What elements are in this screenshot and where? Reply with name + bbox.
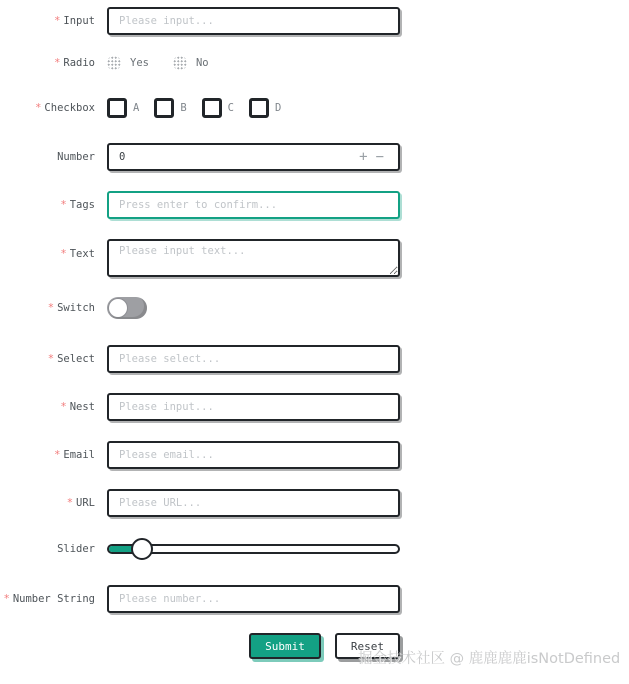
url-field[interactable] (107, 489, 400, 517)
required-asterisk: * (54, 449, 61, 461)
field-label-slider: Slider (57, 543, 95, 555)
input-field[interactable] (107, 7, 400, 35)
field-label-tags: * Tags (60, 199, 95, 211)
required-asterisk: * (60, 248, 67, 260)
checkbox-option-b[interactable] (154, 98, 186, 118)
number-input (107, 143, 400, 171)
radio-option-yes[interactable] (107, 56, 149, 70)
number-value-field[interactable] (119, 151, 355, 163)
required-asterisk: * (60, 199, 67, 211)
required-asterisk: * (3, 593, 10, 605)
radio-unchecked-icon (173, 56, 187, 70)
field-label-switch: * Switch (47, 302, 95, 314)
form-row-select (0, 345, 410, 373)
field-label-radio: * Radio (54, 57, 95, 69)
checkbox-unchecked-icon (249, 98, 269, 118)
form-row-number-string (0, 585, 410, 613)
form-row-tags (0, 191, 410, 219)
increase-icon[interactable]: + (359, 149, 368, 165)
decrease-icon[interactable]: − (375, 149, 384, 165)
nest-input[interactable] (107, 393, 400, 421)
checkbox-option-c[interactable] (202, 98, 234, 118)
checkbox-option-a[interactable] (107, 98, 139, 118)
checkbox-unchecked-icon (202, 98, 222, 118)
checkbox-option-label: D (274, 102, 282, 114)
form-row-url (0, 489, 410, 517)
required-asterisk: * (66, 497, 74, 509)
radio-unchecked-icon (107, 56, 121, 70)
field-label-email: * Email (54, 449, 95, 461)
form-row-number (0, 143, 410, 171)
radio-group (107, 56, 233, 70)
form-row-nest (0, 393, 410, 421)
form-row-slider (0, 537, 410, 561)
slider-control[interactable] (107, 537, 400, 561)
reset-button[interactable]: Reset (335, 633, 400, 659)
field-label-number-string: * Number String (3, 593, 95, 605)
tags-input[interactable] (107, 191, 400, 219)
form (0, 7, 410, 659)
required-asterisk: * (54, 15, 61, 27)
required-asterisk: * (47, 302, 55, 314)
slider-handle[interactable] (131, 538, 153, 560)
required-asterisk: * (35, 102, 42, 114)
checkbox-unchecked-icon (154, 98, 174, 118)
field-label-number: Number (57, 151, 95, 163)
switch-knob (109, 299, 127, 317)
checkbox-option-label: A (133, 102, 140, 114)
switch-toggle[interactable] (107, 297, 147, 319)
form-row-radio (0, 55, 410, 71)
submit-button[interactable]: Submit (249, 633, 321, 659)
radio-option-label: Yes (130, 57, 149, 69)
select-field[interactable] (107, 345, 400, 373)
form-row-email (0, 441, 410, 469)
radio-option-no[interactable] (173, 56, 209, 70)
checkbox-group (107, 98, 296, 118)
field-label-select: * Select (47, 353, 95, 365)
email-field[interactable] (107, 441, 400, 469)
field-label-url: * URL (66, 497, 95, 509)
form-row-switch (0, 297, 410, 319)
checkbox-option-label: B (180, 102, 187, 114)
form-row-text (0, 239, 410, 277)
field-label-checkbox: * Checkbox (35, 102, 95, 114)
field-label-text: * Text (60, 248, 95, 260)
number-string-field[interactable] (107, 585, 400, 613)
field-label-input: * Input (54, 15, 95, 27)
checkbox-option-d[interactable] (249, 98, 281, 118)
form-actions (0, 633, 400, 659)
checkbox-unchecked-icon (107, 98, 127, 118)
field-label-nest: * Nest (60, 401, 95, 413)
form-row-input (0, 7, 410, 35)
checkbox-option-label: C (227, 102, 234, 114)
radio-option-label: No (195, 57, 209, 69)
required-asterisk: * (47, 353, 55, 365)
watermark: 掘金技术社区 @ 鹿鹿鹿鹿isNotDefined (358, 651, 621, 667)
form-row-checkbox (0, 97, 410, 119)
required-asterisk: * (60, 401, 67, 413)
text-textarea[interactable] (107, 239, 400, 277)
required-asterisk: * (54, 57, 61, 69)
